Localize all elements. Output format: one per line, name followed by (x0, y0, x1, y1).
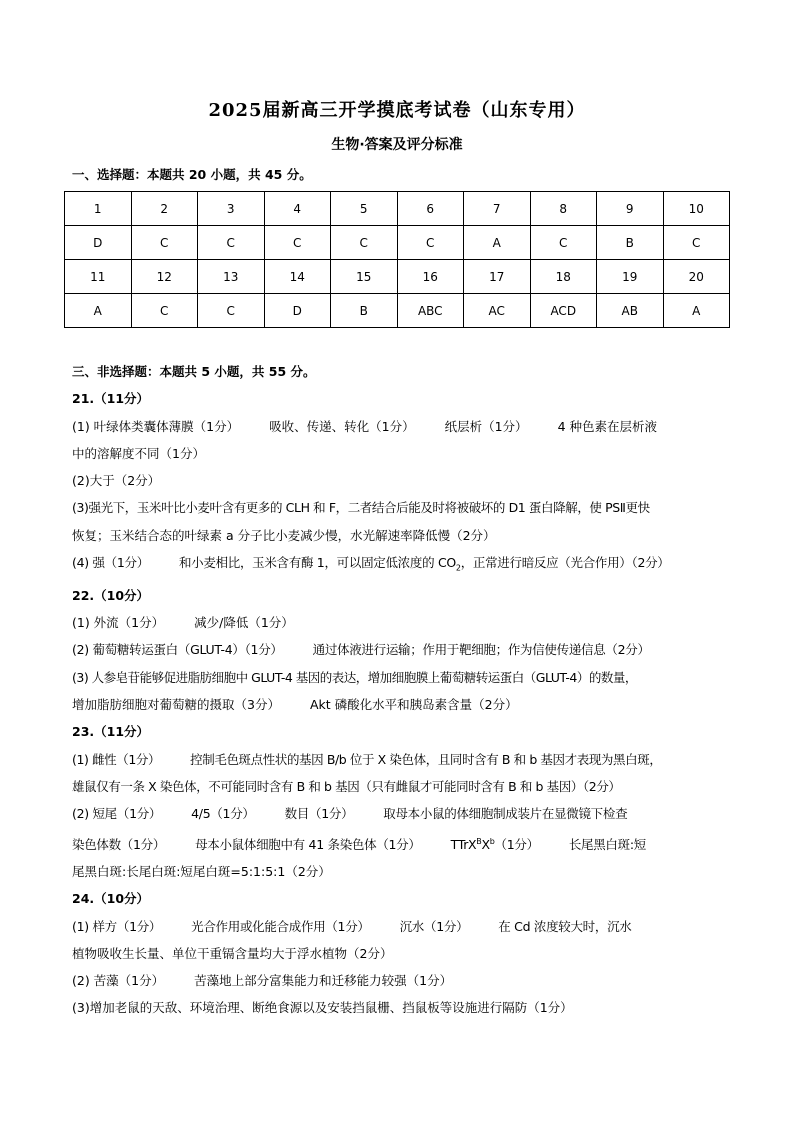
answer-text: 光合作用或化能合成作用（1分） (191, 918, 370, 934)
answer-text: 在 Cd 浓度较大时，沉水 (498, 918, 632, 934)
question-number-cell: 18 (530, 260, 597, 294)
question-23-line: 雄鼠仅有一条 X 染色体，不可能同时含有 B 和 b 基因（只有雌鼠才可能同时含有 B 和 b 基因）（2分） (72, 778, 621, 794)
question-number-cell: 19 (597, 260, 664, 294)
answer-cell: C (397, 226, 464, 260)
question-23-line (72, 746, 732, 773)
answer-text: 增加脂肪细胞对葡萄糖的摄取（3分） (72, 697, 280, 713)
question-21-heading: 21.（11分） (72, 391, 150, 407)
question-21-line: 中的溶解度不同（1分） (72, 445, 205, 461)
question-number-cell: 14 (264, 260, 331, 294)
question-23-heading: 23.（11分） (72, 724, 150, 740)
question-24-line: (3)增加老鼠的天敌、环境治理、断绝食源以及安装挡鼠栅、挡鼠板等设施进行隔防（1分） (72, 1000, 573, 1016)
question-number-cell: 10 (663, 192, 730, 226)
genotype-text: TTrX (450, 836, 477, 852)
genotype-text: X (481, 836, 490, 852)
question-22-line (72, 691, 732, 718)
answer-cell: C (331, 226, 398, 260)
answer-text: 通过体液进行运输；作用于靶细胞；作为信使传递信息（2分） (312, 642, 650, 658)
answer-text: (1) 叶绿体类囊体薄膜（1分） (72, 418, 240, 434)
question-number-cell: 1 (65, 192, 132, 226)
answer-cell: B (331, 294, 398, 328)
question-number-cell: 4 (264, 192, 331, 226)
question-21-line: (3)强光下，玉米叶比小麦叶含有更多的 CLH 和 F，二者结合后能及时将被破坏的 D1 蛋白降解，使 PSⅡ更快 (72, 500, 650, 516)
answer-cell: C (131, 226, 198, 260)
question-number-cell: 3 (198, 192, 265, 226)
answer-cell: C (198, 226, 265, 260)
answer-text: ，正常进行暗反应（光合作用）（2分） (460, 555, 670, 571)
answer-cell: AC (464, 294, 531, 328)
question-23-line: 尾黑白斑:长尾白斑:短尾白斑=5:1:5:1（2分） (72, 864, 331, 879)
answer-cell: D (65, 226, 132, 260)
question-number-cell: 6 (397, 192, 464, 226)
answer-text: 母本小鼠体细胞中有 41 条染色体（1分） (195, 836, 421, 852)
answer-text: 吸收、传递、转化（1分） (269, 418, 415, 434)
answer-text: 取母本小鼠的体细胞制成装片在显微镜下检查 (383, 806, 628, 822)
question-number-cell: 15 (331, 260, 398, 294)
question-21-line (72, 549, 732, 582)
superscript: b (489, 836, 495, 846)
answer-text: 控制毛色斑点性状的基因 B/b 位于 X 染色体，且同时含有 B 和 b 基因才表现为黑白斑， (190, 751, 662, 767)
non-choice-answers (72, 358, 732, 1022)
question-number-cell: 17 (464, 260, 531, 294)
answer-text: (2) 苦藻（1分） (72, 973, 165, 989)
answer-cell: A (663, 294, 730, 328)
answer-cell: C (663, 226, 730, 260)
question-number-cell: 2 (131, 192, 198, 226)
answer-cell: ABC (397, 294, 464, 328)
answer-cell: C (131, 294, 198, 328)
question-number-cell: 11 (65, 260, 132, 294)
question-number-cell: 9 (597, 192, 664, 226)
question-23-line (72, 828, 732, 858)
question-23-line (72, 800, 732, 827)
question-22-line (72, 636, 732, 663)
question-number-cell: 16 (397, 260, 464, 294)
question-number-cell: 8 (530, 192, 597, 226)
answer-text: 长尾黑白斑:短 (568, 836, 646, 852)
answer-text: 减少/降低（1分） (194, 615, 294, 631)
answer-text: 染色体数（1分） (72, 836, 166, 852)
answer-text: 数目（1分） (284, 806, 354, 822)
answer-row (65, 294, 730, 328)
question-number-cell: 20 (663, 260, 730, 294)
answer-text: (1) 样方（1分） (72, 918, 162, 934)
page-subtitle: 生物·答案及评分标准 (331, 137, 463, 153)
question-21-line (72, 413, 732, 440)
answer-text: 4/5（1分） (191, 806, 255, 822)
question-24-line (72, 913, 732, 940)
superscript: B (476, 836, 482, 846)
answer-cell: A (65, 294, 132, 328)
question-24-line (72, 967, 732, 994)
question-number-cell: 7 (464, 192, 531, 226)
section-heading-non-choice: 三、非选择题：本题共 5 小题，共 55 分。 (72, 364, 316, 379)
answer-cell: D (264, 294, 331, 328)
answer-cell: B (597, 226, 664, 260)
answer-row (65, 226, 730, 260)
answer-table (64, 191, 730, 328)
question-number-row (65, 260, 730, 294)
question-number-cell: 12 (131, 260, 198, 294)
answer-text: 苦藻地上部分富集能力和迁移能力较强（1分） (194, 973, 453, 989)
question-21-line: 恢复；玉米结合态的叶绿素 a 分子比小麦减少慢，水光解速率降低慢（2分） (72, 527, 496, 543)
question-22-line: (3) 人参皂苷能够促进脂肪细胞中 GLUT-4 基因的表达，增加细胞膜上葡萄糖转运蛋白（GLUT-4）的数量， (72, 669, 637, 685)
answer-cell: C (198, 294, 265, 328)
question-21-line: (2)大于（2分） (72, 473, 161, 489)
answer-text: (4) 强（1分） (72, 555, 149, 571)
answer-text: Akt 磷酸化水平和胰岛素含量（2分） (309, 697, 518, 713)
answer-text: （1分） (494, 836, 539, 852)
subscript: 2 (455, 563, 461, 573)
answer-text: (2) 葡萄糖转运蛋白（GLUT-4）（1分） (72, 642, 283, 658)
answer-cell: A (464, 226, 531, 260)
answer-text: 和小麦相比，玉米含有酶 1，可以固定低浓度的 CO (178, 555, 456, 571)
question-number-cell: 13 (198, 260, 265, 294)
answer-cell: ACD (530, 294, 597, 328)
answer-text: 沉水（1分） (399, 918, 469, 934)
answer-text: 4 种色素在层析液 (557, 418, 658, 434)
question-22-line (72, 609, 732, 636)
section-heading-choice: 一、选择题：本题共 20 小题，共 45 分。 (72, 167, 312, 182)
answer-text: (1) 雌性（1分） (72, 751, 161, 767)
answer-text: 纸层析（1分） (444, 418, 528, 434)
page-title: 2025届新高三开学摸底考试卷（山东专用） (208, 100, 586, 121)
question-24-heading: 24.（10分） (72, 891, 150, 907)
answer-cell: AB (597, 294, 664, 328)
answer-cell: C (264, 226, 331, 260)
answer-cell: C (530, 226, 597, 260)
question-24-line: 植物吸收生长量、单位干重镉含量均大于浮水植物（2分） (72, 945, 393, 961)
answer-text: (2) 短尾（1分） (72, 806, 162, 822)
question-22-heading: 22.（10分） (72, 587, 150, 603)
answer-text: (1) 外流（1分） (72, 615, 165, 631)
question-number-cell: 5 (331, 192, 398, 226)
question-number-row (65, 192, 730, 226)
